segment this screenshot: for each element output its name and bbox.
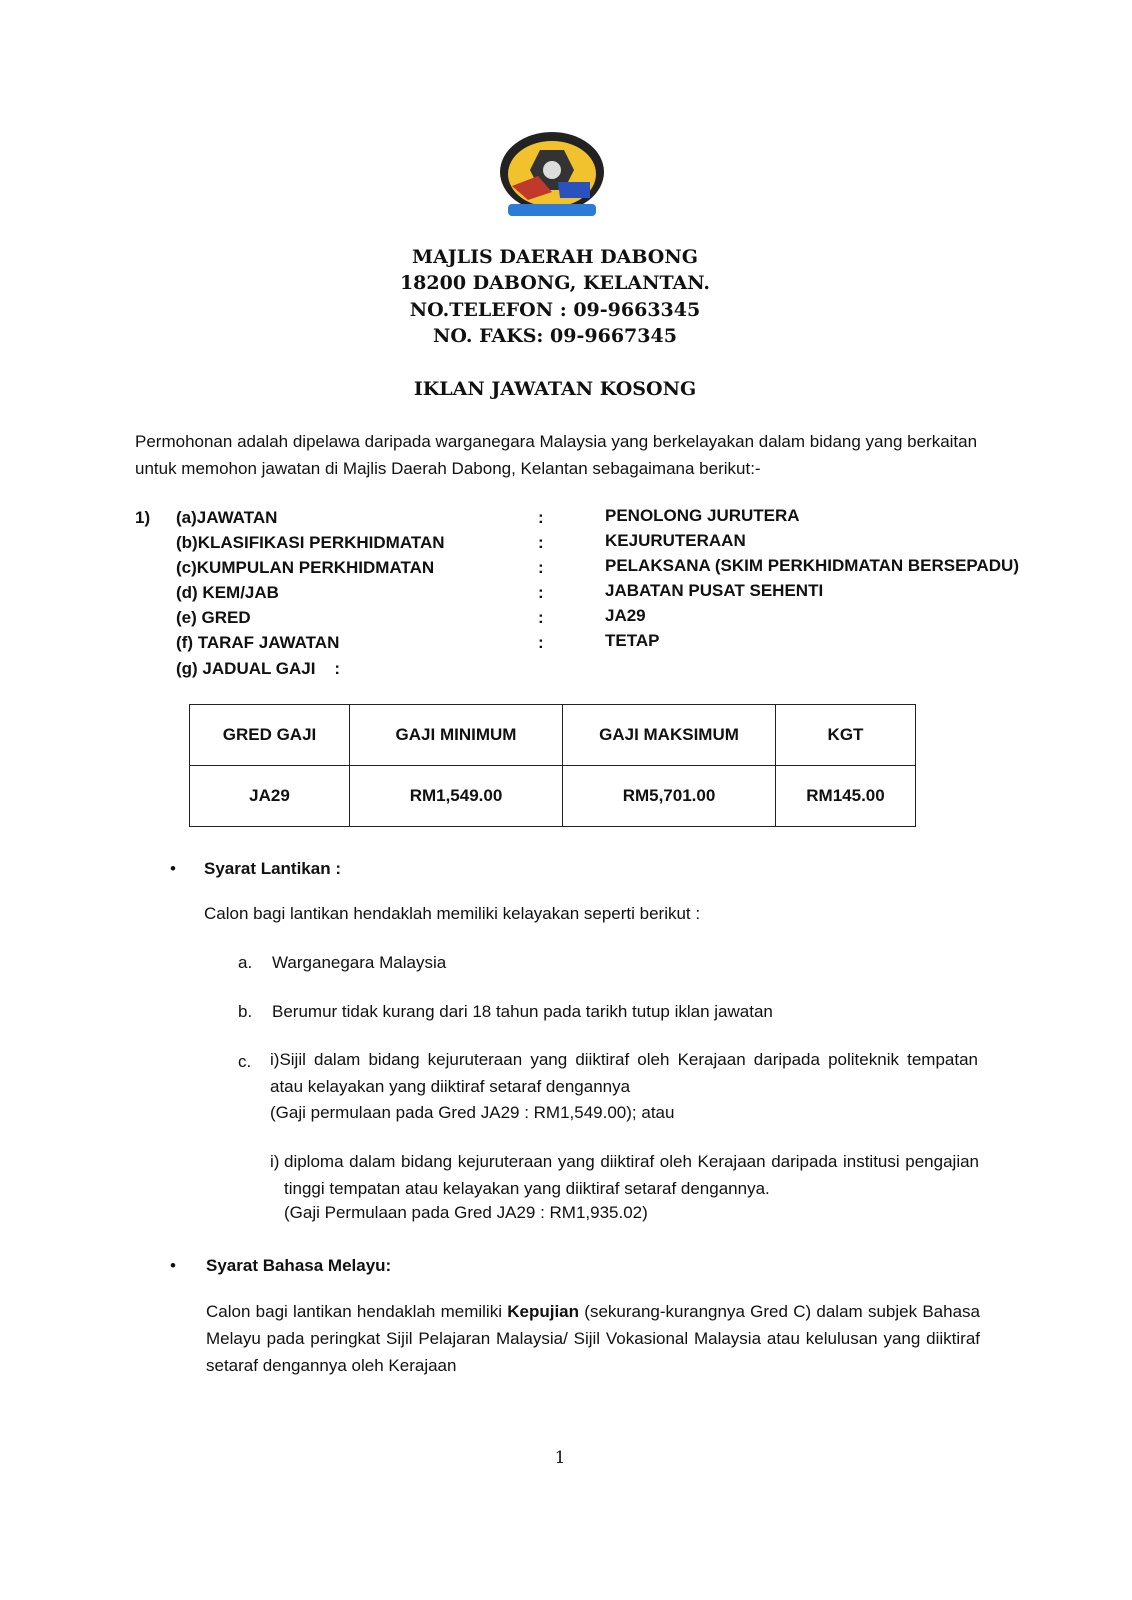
detail-colon: :: [538, 508, 544, 527]
table-header: GRED GAJI: [190, 705, 350, 766]
syarat-lantikan-intro: Calon bagi lantikan hendaklah memiliki kelayakan seperti berikut :: [204, 904, 701, 923]
org-name: MAJLIS DAERAH DABONG: [412, 246, 698, 268]
document-title: IKLAN JAWATAN KOSONG: [413, 378, 697, 400]
org-address: 18200 DABONG, KELANTAN.: [399, 272, 711, 294]
detail-value: PELAKSANA (SKIM PERKHIDMATAN BERSEPADU): [605, 556, 1019, 575]
table-header: GAJI MINIMUM: [350, 705, 563, 766]
detail-label: (e) GRED: [176, 608, 251, 627]
detail-label: (d) KEM/JAB: [176, 583, 279, 602]
table-cell: JA29: [190, 766, 350, 827]
syarat-bm-heading: Syarat Bahasa Melayu:: [206, 1256, 392, 1275]
detail-value: TETAP: [605, 631, 660, 650]
table-cell: RM145.00: [776, 766, 916, 827]
table-header-row: [190, 705, 916, 766]
text: Calon bagi lantikan hendaklah memiliki: [206, 1302, 508, 1321]
detail-colon: :: [538, 608, 544, 627]
council-logo: [498, 130, 606, 222]
page-number: 1: [554, 1448, 566, 1468]
detail-label: (b)KLASIFIKASI PERKHIDMATAN: [176, 533, 445, 552]
text: (sekurang-kurangnya Gred C) dalam subjek Bahasa Melayu pada peringkat Sijil Pelajaran Malaysia/ Sijil Vokasional Malaysia atau kelulusan yang diiktiraf setaraf dengannya oleh Kerajaan: [206, 1302, 980, 1375]
detail-label: (f) TARAF JAWATAN: [176, 633, 340, 652]
list-marker: a.: [238, 953, 253, 972]
list-marker: b.: [238, 1002, 253, 1021]
salary-table: [189, 704, 916, 827]
detail-value: JABATAN PUSAT SEHENTI: [605, 581, 824, 600]
syarat-bm-paragraph: [206, 1298, 980, 1379]
list-item: Berumur tidak kurang dari 18 tahun pada tarikh tutup iklan jawatan: [272, 1002, 773, 1021]
syarat-lantikan-heading: Syarat Lantikan :: [204, 859, 341, 878]
detail-colon: :: [538, 583, 544, 602]
detail-colon: :: [538, 558, 544, 577]
table-cell: RM1,549.00: [350, 766, 563, 827]
list-marker: c.: [238, 1052, 252, 1071]
item-number: 1): [135, 508, 151, 527]
detail-label: (c)KUMPULAN PERKHIDMATAN: [176, 558, 435, 577]
org-fax: NO. FAKS: 09-9667345: [433, 325, 677, 347]
detail-value: JA29: [605, 606, 646, 625]
org-phone: NO.TELEFON : 09-9663345: [409, 299, 701, 321]
detail-value: KEJURUTERAAN: [605, 531, 746, 550]
list-item: Warganegara Malaysia: [272, 953, 447, 972]
bullet-icon: •: [170, 1256, 176, 1275]
bullet-icon: •: [170, 859, 176, 878]
detail-value: PENOLONG JURUTERA: [605, 506, 800, 525]
sub-item-note: (Gaji Permulaan pada Gred JA29 : RM1,935.02): [284, 1203, 648, 1222]
table-row: [190, 766, 916, 827]
intro-paragraph: Permohonan adalah dipelawa daripada warganegara Malaysia yang berkelayakan dalam bidang yang berkaitan untuk memohon jawatan di Majlis Daerah Dabong, Kelantan sebagaimana berikut:-: [135, 432, 978, 478]
list-item-note: (Gaji permulaan pada Gred JA29 : RM1,549.00); atau: [270, 1103, 675, 1122]
sub-item: diploma dalam bidang kejuruteraan yang diiktiraf oleh Kerajaan daripada institusi pengajian tinggi tempatan atau kelayakan yang diiktiraf setaraf dengannya.: [284, 1152, 979, 1198]
table-header: GAJI MAKSIMUM: [563, 705, 776, 766]
detail-colon: :: [538, 633, 544, 652]
table-header: KGT: [776, 705, 916, 766]
list-item: i)Sijil dalam bidang kejuruteraan yang diiktiraf oleh Kerajaan daripada politeknik tempatan atau kelayakan yang diiktiraf setaraf dengannya: [270, 1050, 978, 1096]
detail-label: (a)JAWATAN: [176, 508, 278, 527]
bold-text: Kepujian: [507, 1302, 580, 1321]
salary-label: (g) JADUAL GAJI :: [176, 659, 341, 678]
table-cell: RM5,701.00: [563, 766, 776, 827]
detail-colon: :: [538, 533, 544, 552]
sub-marker: i): [270, 1152, 280, 1171]
